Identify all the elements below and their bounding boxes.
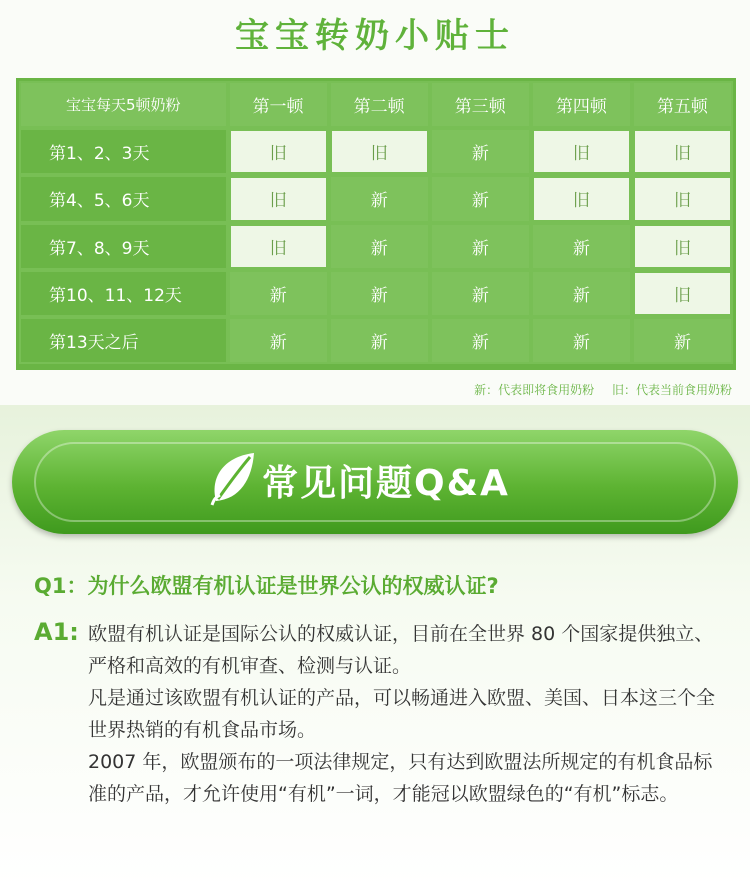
meal-cell: 新: [531, 223, 632, 270]
meal-cell: 新: [531, 270, 632, 317]
table-row: [19, 175, 733, 222]
meal-cell: 新: [430, 175, 531, 222]
answer-paragraph: 2007 年，欧盟颁布的一项法律规定，只有达到欧盟法所规定的有机食品标准的产品，才允许使用“有机”一词，才能冠以欧盟绿色的“有机”标志。: [88, 751, 713, 805]
answer-paragraph: 欧盟有机认证是国际公认的权威认证，目前在全世界 80 个国家提供独立、严格和高效的有机审查、检测与认证。: [88, 623, 714, 677]
meal-cell: 新: [329, 175, 430, 222]
meal-cell: 旧: [632, 270, 733, 317]
row-label: 第13天之后: [19, 317, 228, 364]
answer-paragraph: 凡是通过该欧盟有机认证的产品，可以畅通进入欧盟、美国、日本这三个全世界热销的有机食品市场。: [88, 687, 716, 741]
answer-label: A1:: [34, 618, 79, 646]
meal-cell: 新: [531, 317, 632, 364]
meal-cell: 新: [632, 317, 733, 364]
leaf-icon: [208, 449, 258, 507]
meal-cell: 新: [329, 223, 430, 270]
banner-title: 常见问题Q&A: [262, 463, 510, 504]
header-meal-3: 第三顿: [430, 81, 531, 128]
meal-cell: 新: [430, 270, 531, 317]
answer-body: [88, 618, 728, 810]
tips-title: 宝宝转奶小贴士: [235, 16, 515, 56]
meal-cell: 旧: [632, 223, 733, 270]
table-row: [19, 128, 733, 175]
legend-new: 新：代表即将食用奶粉: [474, 383, 595, 397]
meal-cell: 旧: [632, 175, 733, 222]
header-label: 宝宝每天5顿奶粉: [19, 81, 228, 128]
meal-cell: 新: [329, 317, 430, 364]
meal-cell: 新: [228, 270, 329, 317]
meal-cell: 旧: [228, 223, 329, 270]
meal-cell: 旧: [228, 175, 329, 222]
row-label: 第1、2、3天: [19, 128, 228, 175]
header-meal-5: 第五顿: [632, 81, 733, 128]
row-label: 第4、5、6天: [19, 175, 228, 222]
table-row: [19, 223, 733, 270]
table-legend: [460, 381, 732, 398]
header-meal-2: 第二顿: [329, 81, 430, 128]
header-meal-1: 第一顿: [228, 81, 329, 128]
meal-cell: 新: [430, 317, 531, 364]
legend-old: 旧：代表当前食用奶粉: [611, 383, 732, 397]
meal-cell: 旧: [632, 128, 733, 175]
row-label: 第10、11、12天: [19, 270, 228, 317]
table-header-row: [19, 81, 733, 128]
meal-cell: 新: [430, 223, 531, 270]
table-row: [19, 270, 733, 317]
meal-cell: 旧: [531, 175, 632, 222]
meal-cell: 新: [430, 128, 531, 175]
meal-cell: 旧: [329, 128, 430, 175]
question-text: Q1：为什么欧盟有机认证是世界公认的权威认证?: [34, 574, 499, 598]
meal-cell: 旧: [531, 128, 632, 175]
header-meal-4: 第四顿: [531, 81, 632, 128]
table-row: [19, 317, 733, 364]
meal-cell: 新: [329, 270, 430, 317]
meal-cell: 新: [228, 317, 329, 364]
row-label: 第7、8、9天: [19, 223, 228, 270]
feeding-schedule-table: [16, 78, 736, 370]
meal-cell: 旧: [228, 128, 329, 175]
